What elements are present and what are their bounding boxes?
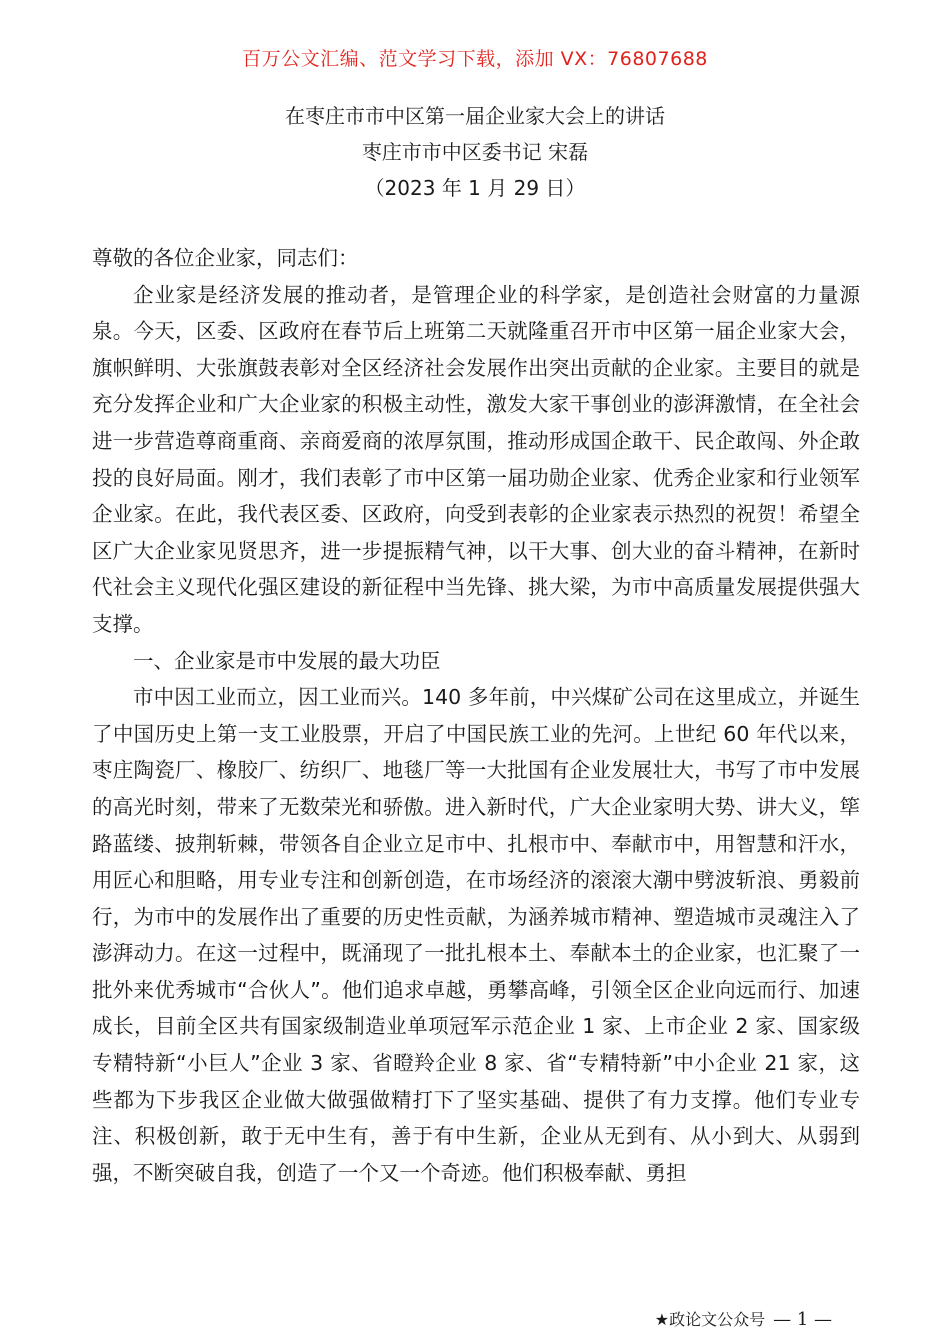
paragraph-intro: 企业家是经济发展的推动者，是管理企业的科学家，是创造社会财富的力量源泉。今天，区委、区政府在春节后上班第二天就隆重召开市中区第一届企业家大会，旗帜鲜明、大张旗鼓表彰对全区经济社会发展作出突出贡献的企业家。主要目的就是充分发挥企业和广大企业家的积极主动性，激发大家干事创业的澎湃激情，在全社会进一步营造尊商重商、亲商爱商的浓厚氛围，推动形成国企敢干、民企敢闯、外企敢投的良好局面。刚才，我们表彰了市中区第一届功勋企业家、优秀企业家和行业领军企业家。在此，我代表区委、区政府，向受到表彰的企业家表示热烈的祝贺！希望全区广大企业家见贤思齐，进一步提振精气神，以干大事、创大业的奋斗精神，在新时代社会主义现代化强区建设的新征程中当先锋、挑大梁，为市中高质量发展提供强大支撑。 bbox=[92, 282, 860, 636]
speech-title: 在枣庄市市中区第一届企业家大会上的讲话 bbox=[285, 104, 665, 128]
footer-source: ★政论文公众号 bbox=[654, 1310, 766, 1329]
speaker-line: 枣庄市市中区委书记 宋磊 bbox=[361, 140, 589, 164]
document-body bbox=[92, 240, 860, 1191]
page-footer bbox=[655, 1307, 832, 1330]
page-number: — 1 — bbox=[773, 1309, 832, 1330]
section-heading-1: 一、企业家是市中发展的最大功臣 bbox=[133, 648, 441, 673]
salutation: 尊敬的各位企业家，同志们： bbox=[92, 246, 359, 270]
title-block bbox=[0, 98, 950, 206]
speech-date: （2023 年 1 月 29 日） bbox=[364, 176, 586, 200]
paragraph-section1: 市中因工业而立，因工业而兴。140 多年前，中兴煤矿公司在这里成立，并诞生了中国历史上第一支工业股票，开启了中国民族工业的先河。上世纪 60 年代以来，枣庄陶瓷厂、橡胶厂、纺织厂、地毯厂等一大批国有企业发展壮大，书写了市中发展的高光时刻，带来了无数荣光和骄傲。进入新时代，广大企业家明大势、讲大义，筚路蓝缕、披荆斩棘，带领各自企业立足市中、扎根市中、奉献市中，用智慧和汗水，用匠心和胆略，用专业专注和创新创造，在市场经济的滚滚大潮中劈波斩浪、勇毅前行，为市中的发展作出了重要的历史性贡献，为涵养城市精神、塑造城市灵魂注入了澎湃动力。在这一过程中，既涌现了一批扎根本土、奉献本土的企业家，也汇聚了一批外来优秀城市“合伙人”。他们追求卓越，勇攀高峰，引领全区企业向远而行、加速成长，目前全区共有国家级制造业单项冠军示范企业 1 家、上市企业 2 家、国家级专精特新“小巨人”企业 3 家、省瞪羚企业 8 家、省“专精特新”中小企业 21 家，这些都为下步我区企业做大做强做精打下了坚实基础、提供了有力支撑。他们专业专注、积极创新，敢于无中生有，善于有中生新，企业从无到有、从小到大、从弱到强，不断突破自我，创造了一个又一个奇迹。他们积极奉献、勇担 bbox=[92, 685, 860, 1185]
download-watermark-note: 百万公文汇编、范文学习下载，添加 VX：76807688 bbox=[242, 48, 708, 70]
